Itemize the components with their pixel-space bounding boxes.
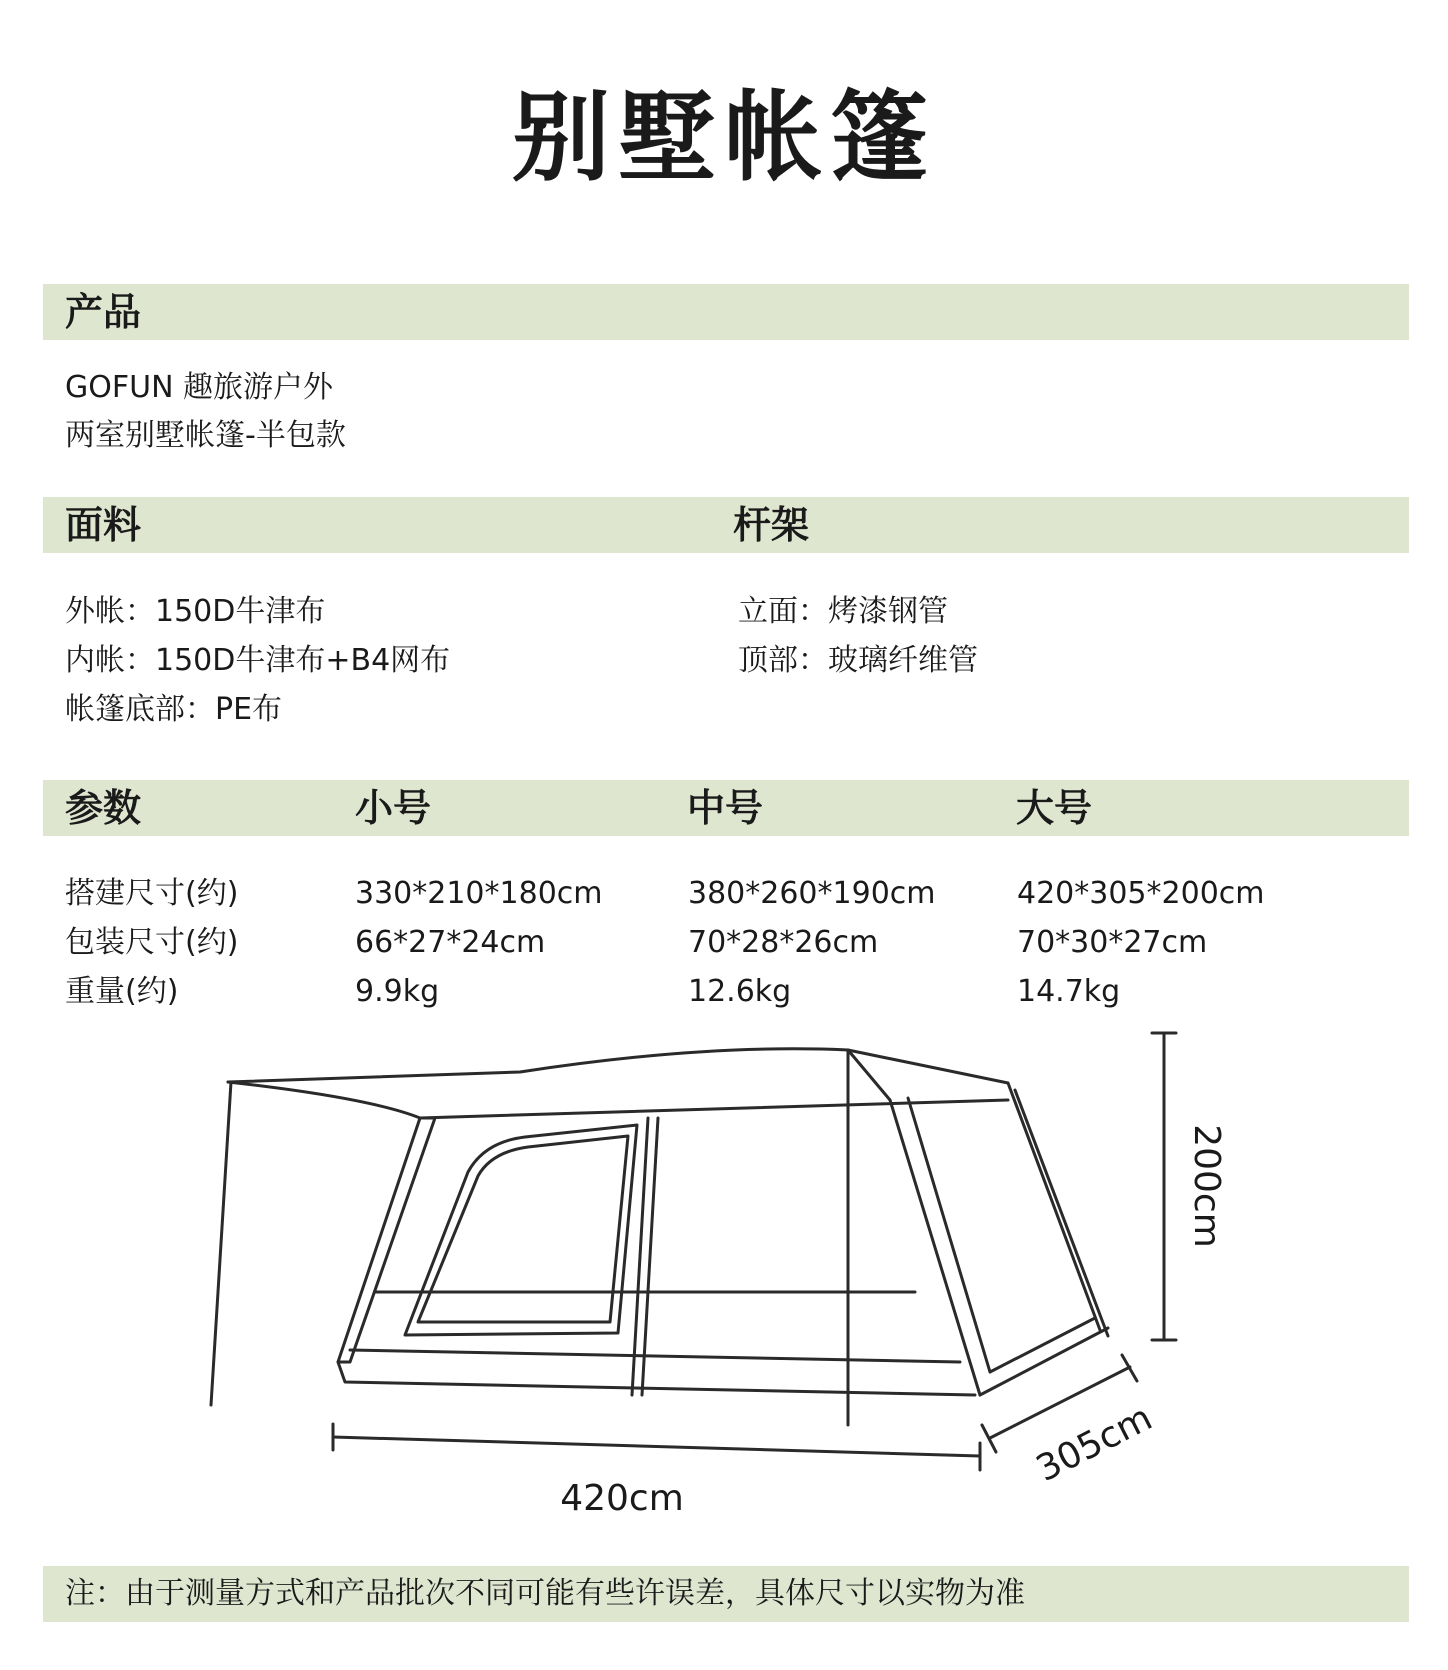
page-title: 别墅帐篷 (511, 81, 936, 195)
product-line: GOFUN 趣旅游户外 (65, 370, 334, 405)
param-label: 包装尺寸(约) (65, 925, 239, 960)
depth-dim-tick-left (982, 1425, 996, 1452)
fabric-line: 内帐：150D牛津布+B4网布 (65, 643, 451, 678)
awning-pole (211, 1082, 231, 1405)
product-header: 产品 (65, 290, 142, 334)
param-value: 70*28*26cm (688, 925, 879, 960)
frame-header: 杆架 (733, 503, 810, 547)
param-label: 重量(约) (65, 974, 179, 1009)
frame-line: 立面：烤漆钢管 (738, 594, 948, 629)
height-label: 200cm (1186, 1124, 1227, 1248)
param-value: 70*30*27cm (1017, 925, 1208, 960)
depth-dim-tick-right (1122, 1355, 1137, 1381)
bottom-band-line-lower (350, 1350, 960, 1362)
note-text: 注：由于测量方式和产品批次不同可能有些许误差，具体尺寸以实物为准 (65, 1576, 1025, 1611)
front-left-panel (338, 1118, 435, 1362)
param-value: 380*260*190cm (688, 876, 936, 911)
param-value: 14.7kg (1017, 974, 1121, 1009)
depth-label: 305cm (1029, 1397, 1159, 1490)
tent-base (338, 1362, 975, 1395)
note-bar (43, 1566, 1409, 1622)
size-large-header: 大号 (1016, 786, 1093, 830)
awning-ridge-line (420, 1100, 1008, 1118)
window-outer (405, 1125, 637, 1335)
frame-line: 顶部：玻璃纤维管 (738, 643, 978, 678)
side-bottom-edge (980, 1328, 1108, 1395)
param-value: 330*210*180cm (355, 876, 603, 911)
param-value: 66*27*24cm (355, 925, 546, 960)
param-value: 420*305*200cm (1017, 876, 1265, 911)
width-dim-line (333, 1437, 980, 1456)
fabric-line: 外帐：150D牛津布 (65, 594, 326, 629)
corner-pole-front-2 (908, 1098, 990, 1372)
side-corner-pole (1008, 1083, 1100, 1330)
corner-pole-front (890, 1100, 980, 1395)
tent-roof-line (228, 1049, 1008, 1083)
fabric-header: 面料 (65, 503, 142, 547)
product-line: 两室别墅帐篷-半包款 (65, 418, 346, 453)
param-value: 12.6kg (688, 974, 792, 1009)
params-header: 参数 (65, 786, 142, 830)
param-label: 搭建尺寸(约) (65, 876, 239, 911)
awning-front-edge (228, 1082, 420, 1118)
fabric-line: 帐篷底部：PE布 (65, 692, 283, 727)
size-small-header: 小号 (355, 786, 432, 830)
width-label: 420cm (560, 1478, 684, 1519)
param-value: 9.9kg (355, 974, 440, 1009)
window-inner (418, 1136, 628, 1322)
side-corner-pole-2 (1015, 1090, 1108, 1336)
size-medium-header: 中号 (687, 786, 764, 830)
